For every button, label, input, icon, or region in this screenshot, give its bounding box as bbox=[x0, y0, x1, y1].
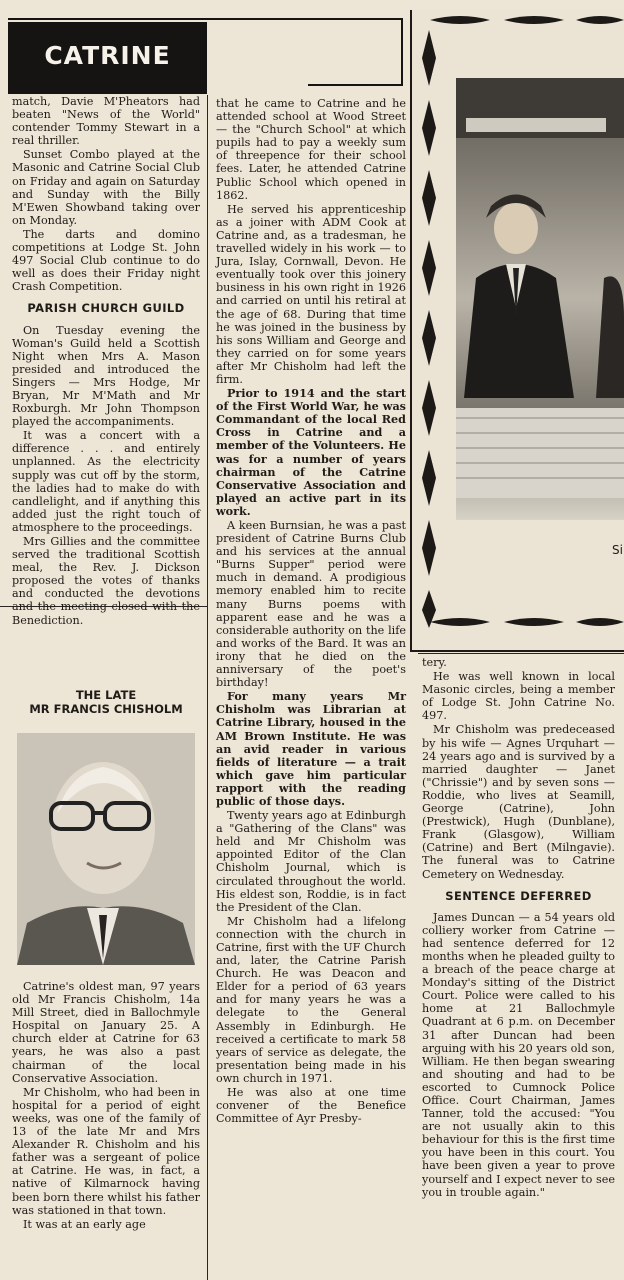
column-1 bbox=[12, 95, 200, 628]
paragraph: that he came to Catrine and he attended school at Wood Street — the "Church School" at which pupils had to pay a weekly sum of threepence for their school fees. Later, he attended Catrine Public School which opened in 1862. bbox=[216, 97, 406, 202]
paragraph: Mr Chisholm was predeceased by his wife — Agnes Urquhart — 24 years ago and is survived by a married daughter — Janet ("Chrissie") and by seven sons — Roddie, who lives at Seamill, George (Catrine), John (Prestwick), Hugh (Dunblane), Frank (Glasgow), William (Catrine) and Bert (Milngavie). The funeral was to Catrine Cemetery on Wednesday. bbox=[422, 723, 615, 881]
photo-caption-fragment: Si bbox=[612, 543, 623, 557]
paragraph: It was at an early age bbox=[23, 1217, 146, 1231]
heading-line-1: THE LATE bbox=[75, 688, 137, 702]
column-2 bbox=[216, 97, 406, 1126]
heading-line-2: MR FRANCIS CHISHOLM bbox=[29, 702, 183, 716]
paragraph: James Duncan — a 54 years old colliery worker from Catrine — had sentence deferred for 12 months when he pleaded guilty to a breach of the peace charge at Monday's sitting of the District Court. Police were called to his home at 21 Ballochmyle Quadrant at 6 p.m. on December 31 after Duncan had been arguing with his 20 years old son, William. He then began swearing and shouting and had to be escorted to Cumnock Police Office. Court Chairman, James Tanner, told the accused: "You are not usually akin to this behaviour for this is the first time you have been in this court. You have been given a year to prove yourself and I expect never to see you in trouble again." bbox=[422, 910, 615, 1199]
paragraph: Twenty years ago at Edinburgh a "Gathering of the Clans" was held and Mr Chisholm was appointed Editor of the Clan Chisholm Journal, which is circulated throughout the world. His eldest son, Roddie, is in fact the President of the Clan. bbox=[216, 809, 406, 914]
column-3 bbox=[422, 656, 615, 1200]
paragraph: The darts and domino competitions at Lodge St. John 497 Social Club continue to do well as does their Friday night Crash Competition. bbox=[12, 227, 200, 294]
masthead-rule-top bbox=[8, 18, 403, 20]
paragraph: Mrs Gillies and the committee served the traditional Scottish meal, the Rev. J. Dickson proposed the votes of thanks and conducted the devotions and the meeting closed with the Benediction. bbox=[12, 535, 200, 627]
col3-top-rule bbox=[418, 653, 624, 654]
frame-bottom-ornaments bbox=[420, 612, 624, 632]
column-rule-1 bbox=[207, 95, 208, 1280]
paragraph: match, Davie M'Pheators had beaten "News of the World" contender Tommy Stewart in a real thriller. bbox=[12, 95, 200, 148]
bold-paragraph: Prior to 1914 and the start of the First World War, he was Commandant of the local Red Cross in Catrine and a member of the Volunteers. He was for a number of years chairman of the Catrine Conservative Association and played an active part in its work. bbox=[216, 386, 406, 518]
paragraph: Catrine's oldest man, 97 years old Mr Francis Chisholm, 14a Mill Street, died in Ballochmyle Hospital on January 25. A church elder at Catrine for 63 years, he was also a past chairman of the local Conservative Association. bbox=[12, 980, 200, 1085]
paragraph: tery. bbox=[422, 656, 447, 669]
frame-border-ornaments bbox=[414, 20, 444, 630]
masthead-rule-side bbox=[401, 18, 403, 86]
bold-paragraph: For many years Mr Chisholm was Librarian at Catrine Library, housed in the AM Brown Institute. He was an avid reader in various fields of literature — a trait which gave him particular rapport with the reading public of those days. bbox=[216, 689, 406, 808]
masthead bbox=[8, 22, 207, 94]
paragraph: Sunset Combo played at the Masonic and Catrine Social Club on Friday and again on Saturday and Sunday with the Billy M'Ewen Showband taking over on Monday. bbox=[12, 148, 200, 227]
paragraph: Mr Chisholm, who had been in hospital for a period of eight weeks, was one of the family of 13 of the late Mr and Mrs Alexander R. Chisholm and his father was a sergeant of police at Catrine. He was, in fact, a native of Kilmarnock having been born there whilst his father was stationed in that town. bbox=[12, 1085, 200, 1217]
obituary-heading bbox=[12, 688, 200, 716]
paragraph: It was a concert with a difference . . . and entirely unplanned. As the electricity supply was cut off by the storm, the ladies had to make do with candlelight, and if anything this added just the right touch of atmosphere to the proceedings. bbox=[12, 429, 200, 534]
frame-top-ornaments bbox=[420, 10, 624, 30]
section-heading-guild: PARISH CHURCH GUILD bbox=[27, 301, 185, 316]
paragraph: A keen Burnsian, he was a past president of Catrine Burns Club and his services at the annual "Burns Supper" period were much in demand. A prodigious memory enabled him to recite many Burns poems with apparent ease and he was a considerable authority on the life and works of the Bard. It was an irony that he died on the anniversary of the poet's birthday! bbox=[216, 519, 406, 690]
paragraph: He was also at one time convener of the Benefice Committee of Ayr Presby- bbox=[216, 1086, 406, 1126]
masthead-rule-bottom bbox=[308, 84, 403, 86]
group-photo bbox=[456, 78, 624, 520]
section-heading-sentence: SENTENCE DEFERRED bbox=[445, 888, 592, 903]
masthead-title: CATRINE bbox=[44, 41, 171, 70]
paragraph: He served his apprenticeship as a joiner with ADM Cook at Catrine and, as a tradesman, he travelled widely in his work — to Jura, Islay, Cornwall, Devon. He eventually took over this joinery business in his own right in 1926 and carried on until his retiral at the age of 68. During that time he was joined in the business by his sons William and George and they carried on for some years after Mr Chisholm had left the firm. bbox=[216, 202, 406, 386]
paragraph: Mr Chisholm had a lifelong connection with the church in Catrine, first with the UF Church and, later, the Catrine Parish Church. He was Deacon and Elder for a period of 63 years and for many years he was a delegate to the General Assembly in Edinburgh. He received a certificate to mark 58 years of service as delegate, the presentation being made in his own church in 1971. bbox=[216, 914, 406, 1085]
column-1-obituary bbox=[12, 980, 200, 1232]
portrait-photo bbox=[17, 733, 195, 965]
paragraph: On Tuesday evening the Woman's Guild held a Scottish Night when Mrs A. Mason presided and introduced the Singers — Mrs Hodge, Mr Bryan, Mr M'Math and Mr Roxburgh. Mr John Thompson played the accompaniments. bbox=[12, 323, 200, 429]
paragraph: He was well known in local Masonic circles, being a member of Lodge St. John Catrine No. 497. bbox=[422, 670, 615, 723]
